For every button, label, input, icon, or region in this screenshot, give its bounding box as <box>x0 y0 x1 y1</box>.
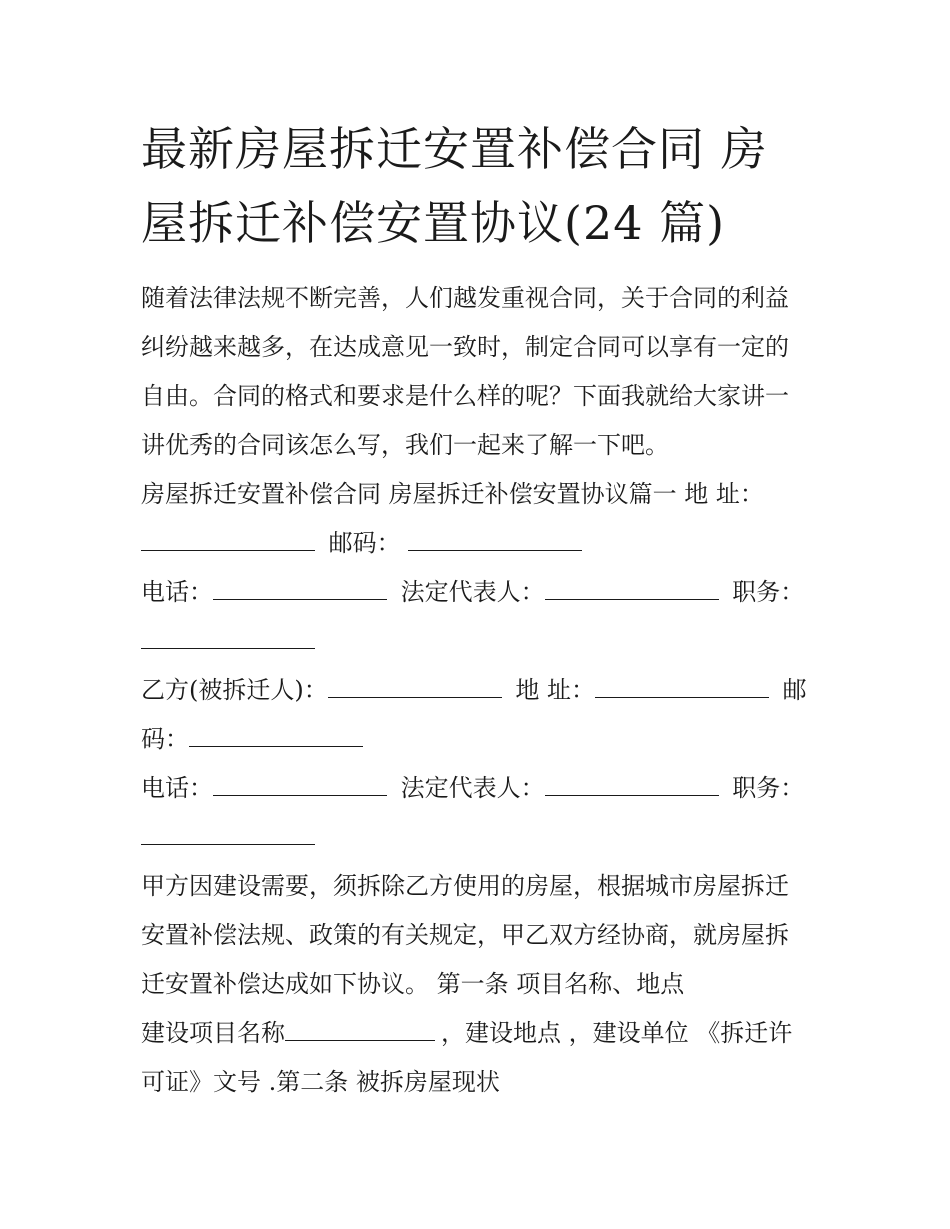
party-b-position-blank-line <box>141 813 813 862</box>
title-line-2: 屋拆迁补偿安置协议(24 篇) <box>141 196 726 250</box>
position-blank[interactable] <box>141 624 315 649</box>
section-1-heading: 房屋拆迁安置补偿合同 房屋拆迁补偿安置协议篇一 地 址： <box>141 480 764 508</box>
postcode-blank[interactable] <box>408 526 582 551</box>
body-line-5: 可证》文号 .第二条 被拆房屋现状 <box>141 1068 500 1096</box>
party-b-postcode-line <box>141 715 813 764</box>
address-postcode-line <box>141 519 813 568</box>
body-line-3: 迁安置补偿达成如下协议。 第一条 项目名称、地点 <box>141 970 685 998</box>
party-a-contact <box>141 568 813 666</box>
phone-label: 电话： <box>141 578 213 606</box>
party-b-position-blank[interactable] <box>141 820 315 845</box>
party-b-postcode-blank[interactable] <box>189 722 363 747</box>
party-b-info <box>141 666 813 764</box>
party-b-contact <box>141 764 813 862</box>
party-b-name-blank[interactable] <box>328 673 502 698</box>
project-name-blank[interactable] <box>285 1016 435 1041</box>
party-b-legal-rep-label: 法定代表人： <box>400 774 545 802</box>
body-line-1: 甲方因建设需要，须拆除乙方使用的房屋，根据城市房屋拆迁 <box>141 872 789 900</box>
address-blank[interactable] <box>141 526 315 551</box>
document-page <box>141 112 813 1107</box>
intro-paragraph <box>141 274 813 470</box>
project-name-label: 建设项目名称 <box>141 1019 285 1047</box>
intro-line-2: 纠纷越来越多，在达成意见一致时，制定合同可以享有一定的 <box>141 333 789 361</box>
party-a-contact-line <box>141 568 813 617</box>
party-b-postcode-label-part1: 邮 <box>782 676 807 704</box>
party-b-postcode-label-part2: 码： <box>141 725 189 753</box>
party-b-address-label: 地 址： <box>515 676 596 704</box>
section-1-header <box>141 470 813 568</box>
postcode-label: 邮码： <box>328 529 401 557</box>
title-line-1: 最新房屋拆迁安置补偿合同 房 <box>141 122 768 176</box>
body-line-2: 安置补偿法规、政策的有关规定，甲乙双方经协商，就房屋拆 <box>141 921 789 949</box>
body-line-4 <box>141 1009 813 1058</box>
document-title <box>141 112 813 260</box>
position-blank-line <box>141 617 813 666</box>
party-b-name-label: 乙方(被拆迁人)： <box>141 676 328 704</box>
party-b-legal-rep-blank[interactable] <box>545 771 719 796</box>
party-b-phone-label: 电话： <box>141 774 213 802</box>
legal-rep-blank[interactable] <box>545 575 719 600</box>
intro-line-1: 随着法律法规不断完善，人们越发重视合同，关于合同的利益 <box>141 284 789 312</box>
party-b-line <box>141 666 813 715</box>
phone-blank[interactable] <box>213 575 387 600</box>
legal-rep-label: 法定代表人： <box>400 578 545 606</box>
intro-line-3: 自由。合同的格式和要求是什么样的呢？下面我就给大家讲一 <box>141 382 789 410</box>
party-b-contact-line <box>141 764 813 813</box>
body-paragraph <box>141 862 813 1107</box>
party-b-phone-blank[interactable] <box>213 771 387 796</box>
position-label: 职务： <box>732 578 805 606</box>
party-b-position-label: 职务： <box>732 774 805 802</box>
intro-line-4: 讲优秀的合同该怎么写，我们一起来了解一下吧。 <box>141 431 669 459</box>
party-b-address-blank[interactable] <box>595 673 769 698</box>
body-line-4-rest: ，建设地点 ，建设单位 《拆迁许 <box>441 1019 793 1047</box>
